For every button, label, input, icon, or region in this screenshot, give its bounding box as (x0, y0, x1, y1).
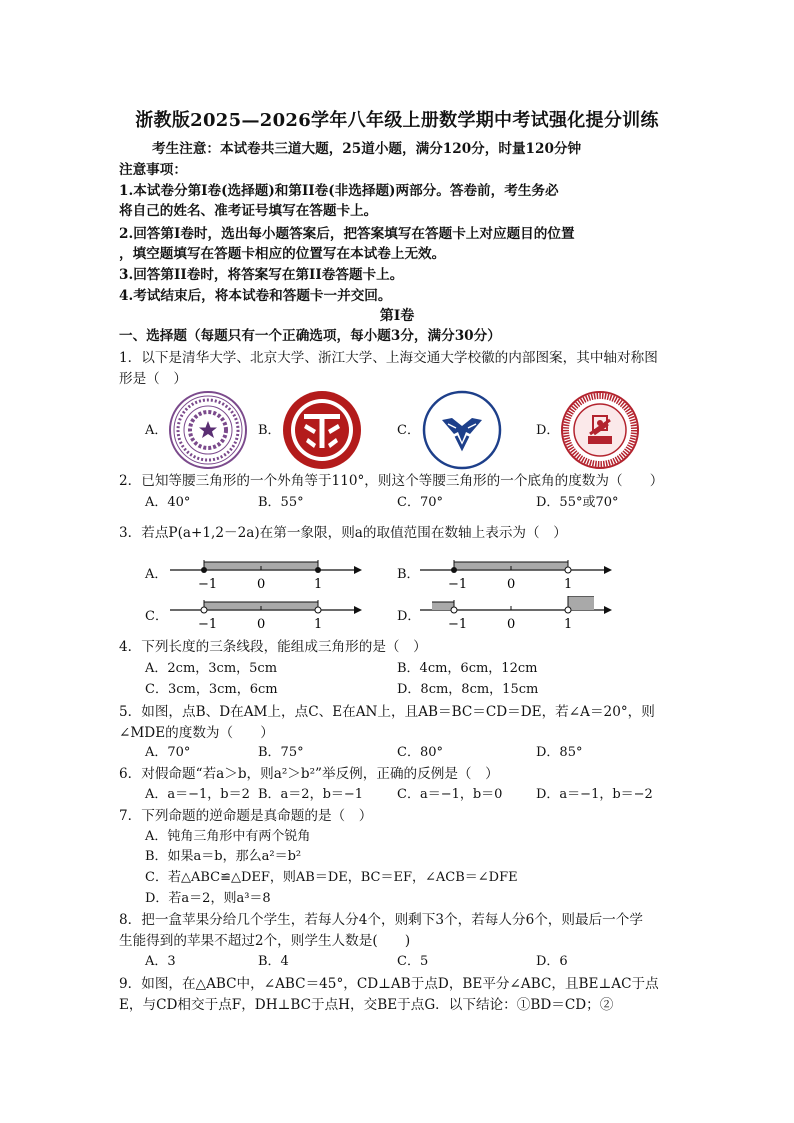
zhejiang-emblem-icon (422, 390, 502, 470)
note-line: 4.考试结束后，将本试卷和答题卡一并交回。 (119, 288, 392, 304)
q1-option-label: D． (536, 423, 560, 438)
q1-stem-cont: 形是（ ） (119, 371, 187, 387)
q8-option-b: B．4 (258, 954, 289, 969)
q7-option-a: A．钝角三角形中有两个锐角 (145, 829, 311, 844)
q5-option-a: A．70° (145, 745, 191, 760)
q3-option-label: B． (397, 567, 420, 582)
part1-title: 第Ⅰ卷 (379, 308, 415, 324)
notice-line: 考生注意：本试卷共三道大题，25道小题，满分120分，时量120分钟 (152, 141, 582, 157)
section1-title: 一、选择题（每题只有一个正确选项，每小题3分，满分30分） (119, 328, 501, 344)
q6-option-a: A．a＝−1，b＝2 (145, 787, 250, 802)
tick-label: 1 (564, 577, 573, 592)
q3-number-line-c (168, 596, 364, 632)
q1-option-label: B． (258, 423, 281, 438)
tick-label: 0 (507, 577, 516, 592)
q3-stem: 3．若点P(a+1,2－2a)在第一象限，则a的取值范围在数轴上表示为（ ） (119, 525, 567, 541)
tick-label: −1 (448, 577, 468, 592)
q6-option-c: C．a＝−1，b＝0 (397, 787, 503, 802)
q9-stem: 9．如图，在△ABC中，∠ABC＝45°，CD⊥AB于点D，BE平分∠ABC，且BE⊥AC于点 (119, 976, 659, 992)
tick-label: −1 (198, 577, 218, 592)
q7-option-c: C．若△ABC≌△DEF，则AB＝DE，BC＝EF，∠ACB＝∠DFE (145, 870, 518, 885)
tick-label: 1 (314, 577, 323, 592)
tick-label: 0 (257, 577, 266, 592)
q3-number-line-b (418, 556, 614, 592)
tick-label: 1 (314, 617, 323, 632)
q8-stem-cont: 生能得到的苹果不超过2个，则学生人数是( ) (119, 933, 411, 949)
q8-option-a: A．3 (145, 954, 176, 969)
q5-stem: 5．如图，点B、D在AM上，点C、E在AN上，且AB＝BC＝CD＝DE，若∠A＝20°，则 (119, 704, 655, 720)
note-line: ，填空题填写在答题卡相应的位置写在本试卷上无效。 (119, 246, 446, 262)
q5-option-b: B．75° (258, 745, 304, 760)
q6-stem: 6．对假命题“若a＞b，则a²＞b²”举反例，正确的反例是（ ） (119, 766, 499, 782)
q6-option-d: D．a＝−1，b＝−2 (536, 787, 653, 802)
q4-option-b: B．4cm，6cm，12cm (397, 661, 538, 676)
q1-stem: 1．以下是清华大学、北京大学、浙江大学、上海交通大学校徽的内部图案，其中轴对称图 (119, 350, 658, 366)
tick-label: 1 (564, 617, 573, 632)
q3-option-label: C． (145, 609, 168, 624)
q2-option-d: D．55°或70° (536, 495, 619, 510)
q5-option-d: D．85° (536, 745, 583, 760)
note-line: 3.回答第II卷时，将答案写在第II卷答题卡上。 (119, 267, 404, 283)
q6-option-b: B．a＝2，b＝−1 (258, 787, 364, 802)
q7-option-b: B．如果a＝b，那么a²＝b² (145, 849, 302, 864)
q2-stem: 2．已知等腰三角形的一个外角等于110°，则这个等腰三角形的一个底角的度数为（ ） (119, 473, 664, 489)
q4-option-c: C．3cm，3cm，6cm (145, 682, 278, 697)
q7-option-d: D．若a＝2，则a³＝8 (145, 891, 271, 906)
q3-number-line-d (418, 596, 614, 632)
q5-stem-cont: ∠MDE的度数为（ ） (119, 725, 274, 741)
q5-option-c: C．80° (397, 745, 443, 760)
tick-label: −1 (198, 617, 218, 632)
note-line: 将自己的姓名、准考证号填写在答题卡上。 (119, 203, 378, 219)
q8-option-d: D．6 (536, 954, 568, 969)
q1-option-label: A． (145, 423, 168, 438)
q3-option-label: D． (397, 609, 421, 624)
q7-stem: 7．下列命题的逆命题是真命题的是（ ） (119, 808, 373, 824)
q3-number-line-a (168, 556, 364, 592)
tick-label: −1 (448, 617, 468, 632)
note-line: 1.本试卷分第Ⅰ卷(选择题)和第II卷(非选择题)两部分。答卷前，考生务必 (119, 183, 559, 199)
note-line: 2.回答第Ⅰ卷时，选出每小题答案后，把答案填写在答题卡上对应题目的位置 (119, 226, 575, 242)
page-title: 浙教版2025—2026学年八年级上册数学期中考试强化提分训练 (135, 110, 659, 131)
tick-label: 0 (507, 617, 516, 632)
q2-option-c: C．70° (397, 495, 443, 510)
q4-option-d: D．8cm，8cm，15cm (397, 682, 539, 697)
tick-label: 0 (257, 617, 266, 632)
peking-emblem-icon (282, 390, 362, 470)
q1-option-label: C． (397, 423, 420, 438)
q8-stem: 8．把一盒苹果分给几个学生，若每人分4个，则剩下3个，若每人分6个，则最后一个学 (119, 912, 643, 928)
q3-option-label: A． (145, 567, 168, 582)
tsinghua-emblem-icon (168, 390, 248, 470)
q4-option-a: A．2cm，3cm，5cm (145, 661, 278, 676)
q4-stem: 4．下列长度的三条线段，能组成三角形的是（ ） (119, 639, 427, 655)
notes-heading: 注意事项： (119, 162, 187, 178)
q9-stem-cont: E，与CD相交于点F，DH⊥BC于点H，交BE于点G．以下结论：①BD＝CD；② (119, 997, 614, 1013)
q8-option-c: C．5 (397, 954, 429, 969)
q2-option-b: B．55° (258, 495, 304, 510)
sjtu-emblem-icon (560, 390, 640, 470)
q2-option-a: A．40° (145, 495, 191, 510)
